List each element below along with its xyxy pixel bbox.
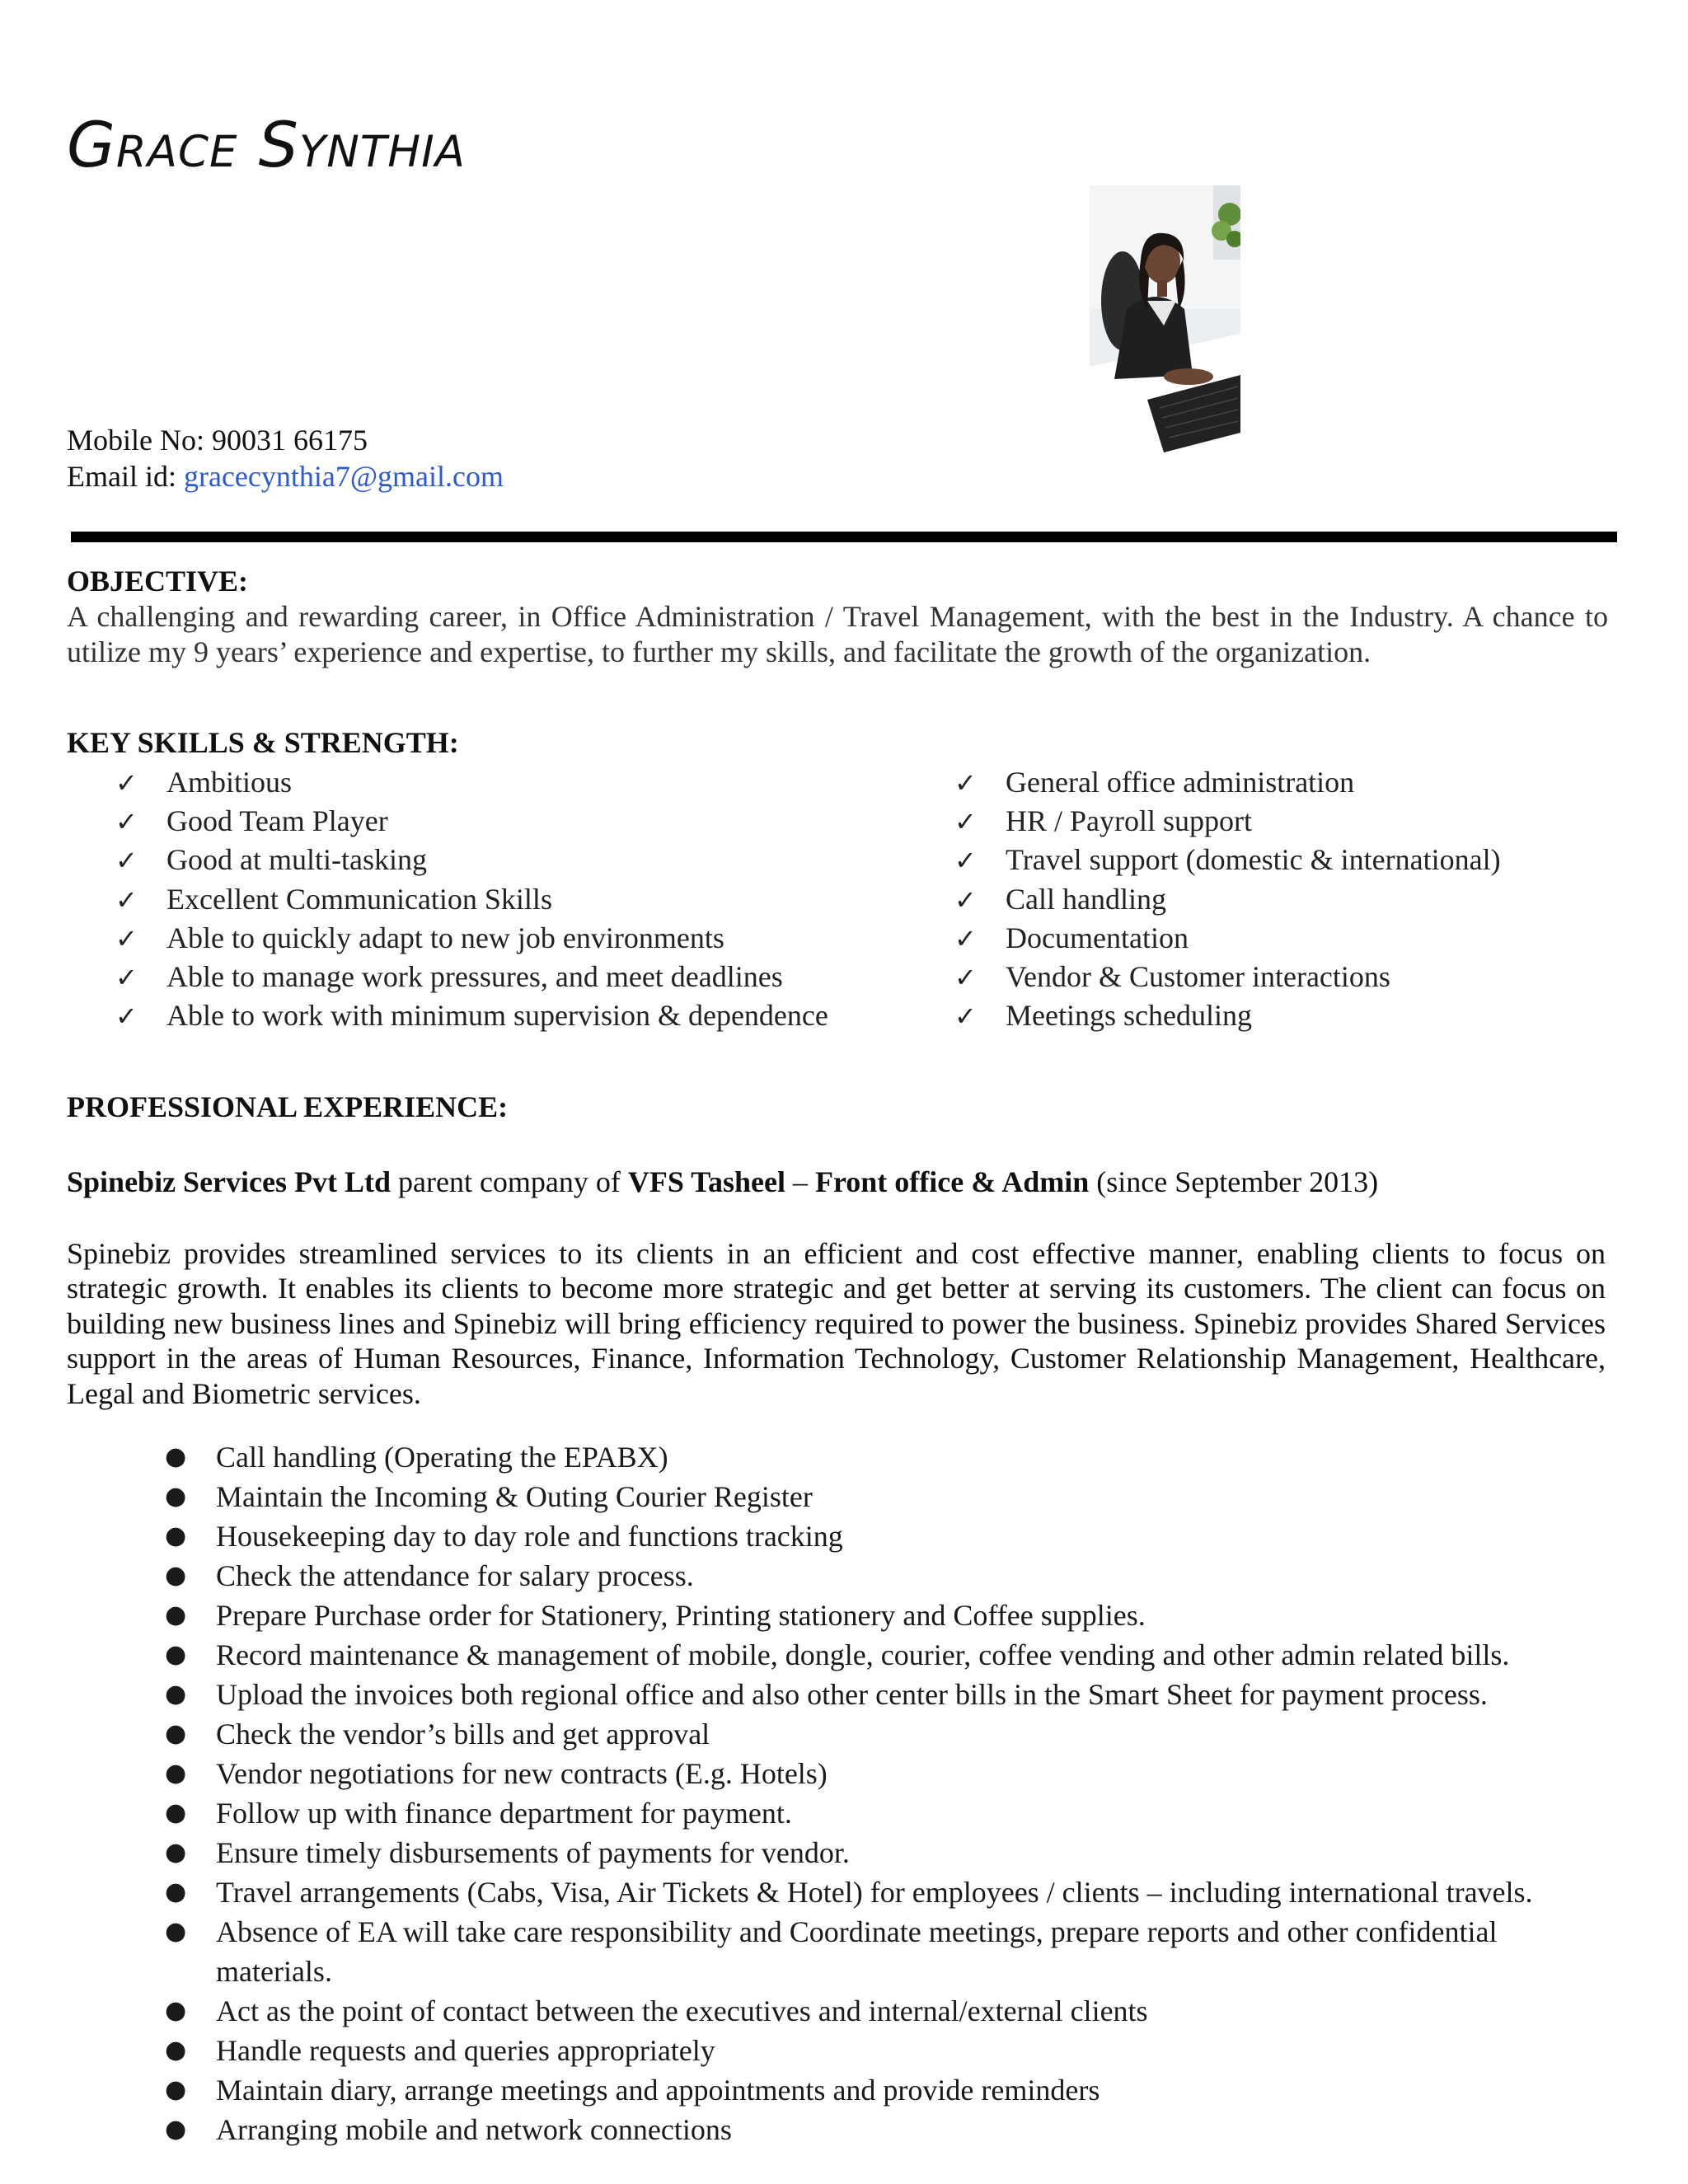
skill-text: Meetings scheduling xyxy=(1006,999,1252,1033)
checkmark-icon: ✓ xyxy=(954,922,977,954)
duty-item xyxy=(67,1793,1608,1833)
bullet-icon: ● xyxy=(165,1877,187,1906)
checkmark-icon: ✓ xyxy=(115,922,138,954)
bullet-icon: ● xyxy=(165,1482,187,1511)
skill-text: Call handling xyxy=(1006,882,1166,916)
skill-text: Able to work with minimum supervision & dependence xyxy=(166,999,828,1033)
duty-text: Handle requests and queries appropriately xyxy=(216,2034,715,2067)
checkmark-icon: ✓ xyxy=(954,962,977,994)
duty-text: Arranging mobile and network connections xyxy=(216,2113,732,2146)
duty-text: Prepare Purchase order for Stationery, Printing stationery and Coffee supplies. xyxy=(216,1599,1146,1632)
skill-item xyxy=(954,958,1501,996)
skill-item xyxy=(954,996,1501,1035)
duty-text: Record maintenance & management of mobile, dongle, courier, coffee vending and other admin related bills. xyxy=(216,1638,1510,1671)
email-label: Email id: xyxy=(67,460,184,493)
skill-text: Able to quickly adapt to new job environments xyxy=(166,921,724,954)
skills-heading: KEY SKILLS & STRENGTH: xyxy=(67,726,459,759)
checkmark-icon: ✓ xyxy=(954,1001,977,1033)
skill-text: Excellent Communication Skills xyxy=(166,882,552,916)
bullet-icon: ● xyxy=(165,1996,187,2025)
duty-item xyxy=(67,1477,1608,1516)
duty-item xyxy=(67,1596,1608,1635)
candidate-name: Grace Synthia xyxy=(67,108,467,181)
skill-text: Good at multi-tasking xyxy=(166,843,427,877)
bullet-icon: ● xyxy=(165,1640,187,1669)
bullet-icon: ● xyxy=(165,1798,187,1827)
duty-item xyxy=(67,1872,1608,1912)
skill-text: Good Team Player xyxy=(166,804,388,838)
checkmark-icon: ✓ xyxy=(115,767,138,799)
skill-item xyxy=(115,880,828,919)
duty-item xyxy=(67,2110,1608,2149)
skill-item xyxy=(954,763,1501,802)
company-dash: – xyxy=(785,1165,815,1198)
bullet-icon: ● xyxy=(165,1680,187,1708)
duty-text: Follow up with finance department for payment. xyxy=(216,1797,792,1830)
bullet-icon: ● xyxy=(165,1838,187,1867)
skill-text: HR / Payroll support xyxy=(1006,804,1253,838)
duty-item xyxy=(67,1912,1608,1991)
header-divider xyxy=(71,532,1617,542)
duty-text: Maintain the Incoming & Outing Courier Register xyxy=(216,1480,813,1513)
company-description: Spinebiz provides streamlined services to its clients in an efficient and cost effective manner, enabling clients to focus on strategic growth. It enables its clients to become more strategic and get better at serving its customers. The client can focus on building new business lines and Spinebiz will bring efficiency required to power the business. Spinebiz provides Shared Services support in the areas of Human Resources, Finance, Information Technology, Customer Relationship Management, Healthcare, Legal and Biometric services. xyxy=(67,1237,1606,1410)
bullet-icon: ● xyxy=(165,1561,187,1590)
duty-item xyxy=(67,1991,1608,2031)
duty-item xyxy=(67,1556,1608,1596)
skill-text: Ambitious xyxy=(166,766,293,799)
duty-text: Travel arrangements (Cabs, Visa, Air Tickets & Hotel) for employees / clients – including international travels. xyxy=(216,1876,1533,1909)
experience-heading: PROFESSIONAL EXPERIENCE: xyxy=(67,1090,509,1123)
skill-text: Vendor & Customer interactions xyxy=(1006,960,1390,994)
bullet-icon: ● xyxy=(165,1759,187,1788)
checkmark-icon: ✓ xyxy=(115,806,138,838)
bullet-icon: ● xyxy=(165,2115,187,2144)
company-mid: parent company of xyxy=(391,1165,628,1198)
duty-text: Check the attendance for salary process. xyxy=(216,1559,694,1592)
bullet-icon: ● xyxy=(165,1442,187,1471)
skill-item xyxy=(115,996,828,1035)
bullet-icon: ● xyxy=(165,2036,187,2064)
company-line xyxy=(67,1164,1378,1200)
duty-item xyxy=(67,1437,1608,1477)
duty-item xyxy=(67,2070,1608,2110)
duty-text: Upload the invoices both regional office and also other center bills in the Smart Sheet for payment process. xyxy=(216,1678,1488,1711)
checkmark-icon: ✓ xyxy=(954,845,977,877)
mobile-line xyxy=(67,422,504,458)
bullet-icon: ● xyxy=(165,1601,187,1629)
duty-text: Act as the point of contact between the executives and internal/external clients xyxy=(216,1994,1148,2027)
duties-list xyxy=(67,1437,1608,2149)
experience-heading-wrap xyxy=(67,1090,1608,1125)
duty-item xyxy=(67,1516,1608,1556)
skill-item xyxy=(115,763,828,802)
duty-text: Maintain diary, arrange meetings and appointments and provide reminders xyxy=(216,2074,1100,2107)
job-since: (since September 2013) xyxy=(1089,1165,1379,1198)
duty-text: Check the vendor’s bills and get approval xyxy=(216,1718,710,1750)
checkmark-icon: ✓ xyxy=(954,806,977,838)
skill-text: Travel support (domestic & international) xyxy=(1006,843,1501,877)
duty-item xyxy=(67,1754,1608,1793)
objective-text: A challenging and rewarding career, in Office Administration / Travel Management, with the best in the Industry. A chance to utilize my 9 years’ experience and expertise, to further my skills, and facilitate the growth of the organization. xyxy=(67,600,1608,668)
skill-item xyxy=(954,880,1501,919)
contact-block xyxy=(67,422,504,494)
skill-text: Documentation xyxy=(1006,921,1189,954)
email-line xyxy=(67,458,504,494)
skill-item xyxy=(954,802,1501,841)
email-link[interactable]: gracecynthia7@gmail.com xyxy=(183,460,504,493)
job-role: Front office & Admin xyxy=(814,1165,1090,1198)
company-name: Spinebiz Services Pvt Ltd xyxy=(67,1165,391,1198)
skill-item xyxy=(954,919,1501,958)
checkmark-icon: ✓ xyxy=(115,962,138,994)
mobile-number: 90031 66175 xyxy=(212,424,368,457)
checkmark-icon: ✓ xyxy=(115,883,138,916)
duty-item xyxy=(67,1714,1608,1754)
checkmark-icon: ✓ xyxy=(954,767,977,799)
duty-text: Ensure timely disbursements of payments for vendor. xyxy=(216,1836,850,1869)
bullet-icon: ● xyxy=(165,1521,187,1550)
skill-item xyxy=(954,841,1501,879)
duty-item xyxy=(67,2031,1608,2070)
skills-list-left xyxy=(115,763,828,1035)
skill-item xyxy=(115,919,828,958)
duty-text: Vendor negotiations for new contracts (E.g. Hotels) xyxy=(216,1757,828,1790)
skill-item xyxy=(115,802,828,841)
mobile-label: Mobile No: xyxy=(67,424,212,457)
duty-text: Housekeeping day to day role and functions tracking xyxy=(216,1520,843,1553)
checkmark-icon: ✓ xyxy=(115,1001,138,1033)
skill-item xyxy=(115,958,828,996)
skill-text: General office administration xyxy=(1006,766,1355,799)
skills-heading-wrap xyxy=(67,725,1608,761)
skill-text: Able to manage work pressures, and meet deadlines xyxy=(166,960,783,994)
bullet-icon: ● xyxy=(165,1719,187,1748)
duty-text: Call handling (Operating the EPABX) xyxy=(216,1441,668,1474)
skill-item xyxy=(115,841,828,879)
duty-item xyxy=(67,1635,1608,1675)
bullet-icon: ● xyxy=(165,1917,187,1946)
checkmark-icon: ✓ xyxy=(954,883,977,916)
profile-photo xyxy=(1090,185,1240,452)
duty-item xyxy=(67,1675,1608,1714)
skills-list-right xyxy=(954,763,1501,1035)
checkmark-icon: ✓ xyxy=(115,845,138,877)
bullet-icon: ● xyxy=(165,2075,187,2104)
duty-text: Absence of EA will take care responsibility and Coordinate meetings, prepare reports and other confidential materials. xyxy=(216,1915,1498,1988)
objective-section xyxy=(67,564,1608,670)
duty-item xyxy=(67,1833,1608,1872)
objective-heading: OBJECTIVE: xyxy=(67,565,249,598)
parent-company: VFS Tasheel xyxy=(627,1165,785,1198)
